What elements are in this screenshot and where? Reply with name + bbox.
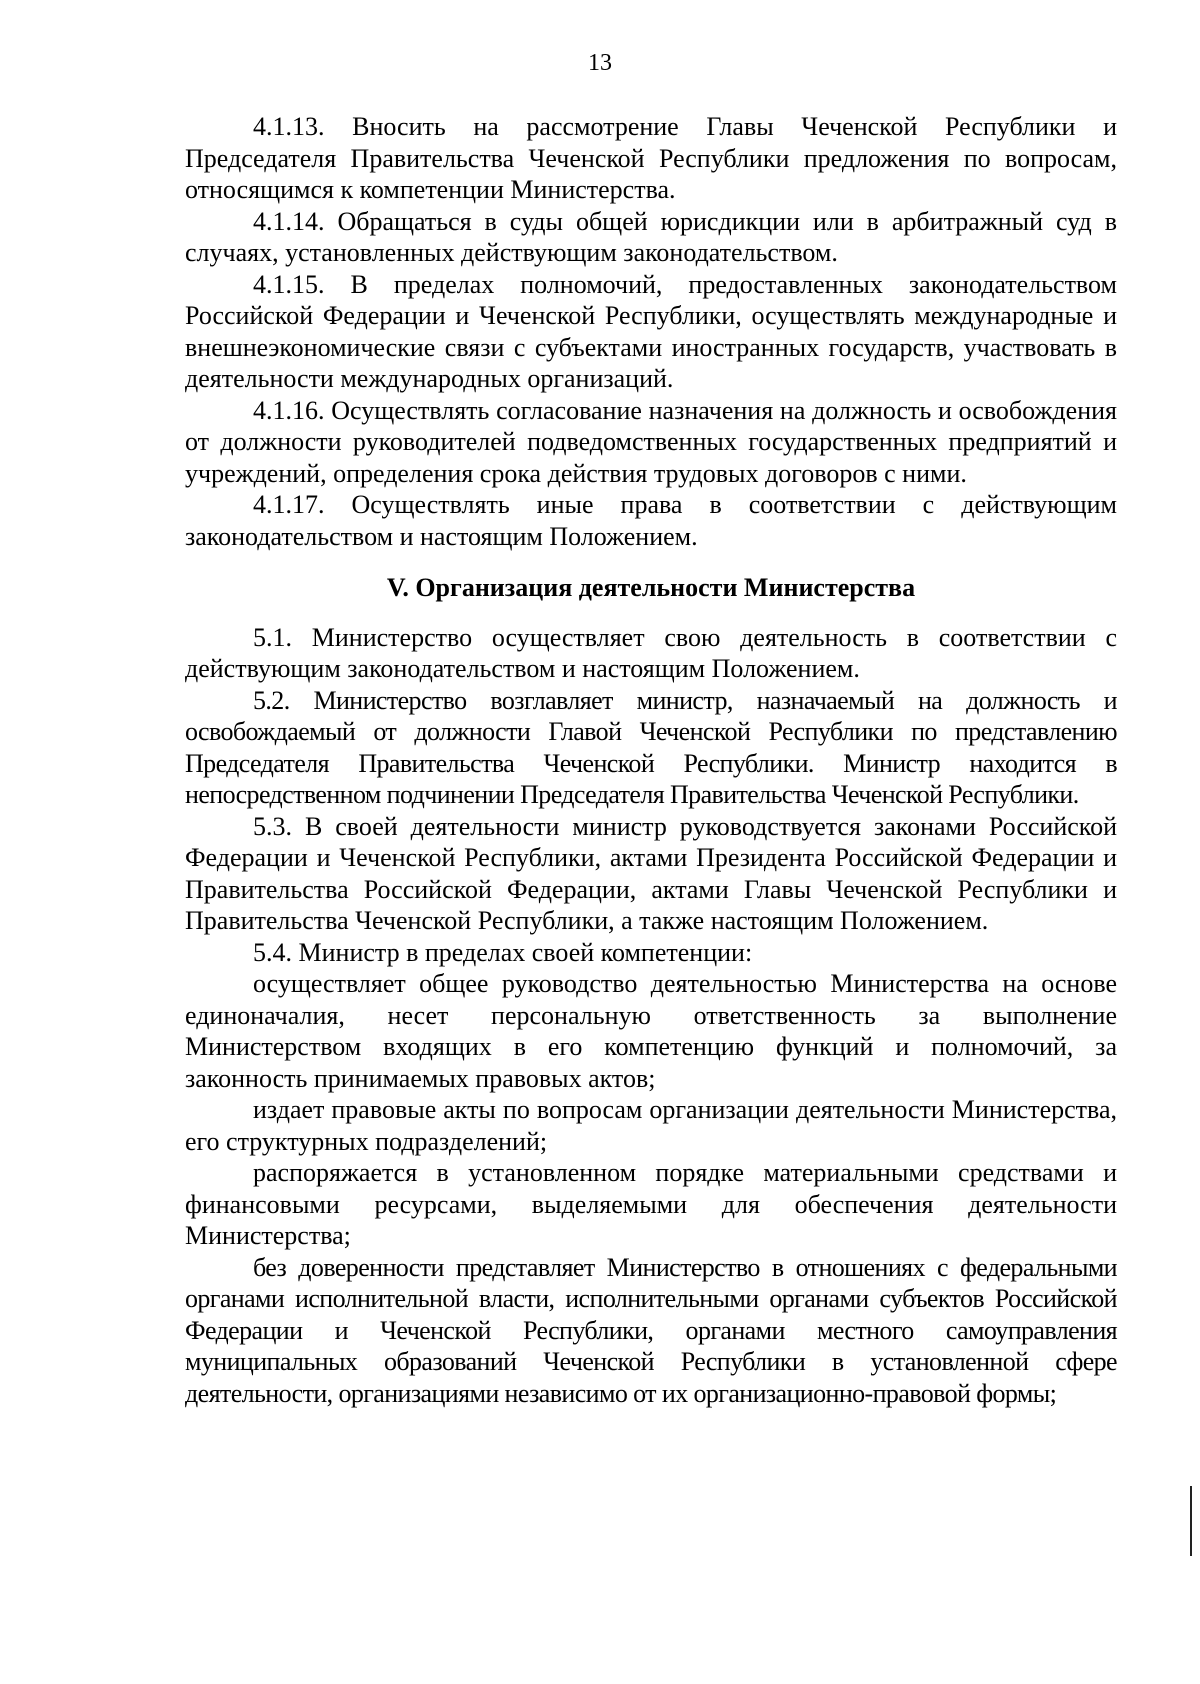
page-number: 13	[588, 50, 612, 76]
paragraph-general-management: осуществляет общее руководство деятельностью Министерства на основе единоначалия, несет персональную ответственность за выполнение Министерством входящих в его компетенцию функций и полномочий, за законность принимаемых правовых актов;	[185, 969, 1117, 1093]
paragraph-5-1: 5.1. Министерство осуществляет свою деятельность в соответствии с действующим законодательством и настоящим Положением.	[185, 622, 1117, 683]
paragraph-4-1-14: 4.1.14. Обращаться в суды общей юрисдикции или в арбитражный суд в случаях, установленных действующим законодательством.	[185, 206, 1117, 267]
scan-margin-mark	[1190, 1486, 1192, 1556]
paragraph-5-3: 5.3. В своей деятельности министр руководствуется законами Российской Федерации и Чеченской Республики, актами Президента Российской Федерации и Правительства Российской Федерации, актами Главы Чеченской Республики и Правительства Чеченской Республики, а также настоящим Положением.	[185, 811, 1117, 935]
paragraph-resources: распоряжается в установленном порядке материальными средствами и финансовыми ресурсами, выделяемыми для обеспечения деятельности Министерства;	[185, 1158, 1117, 1250]
paragraph-4-1-15: 4.1.15. В пределах полномочий, предоставленных законодательством Российской Федерации и Чеченской Республики, осуществлять международные и внешнеэкономические связи с субъектами иностранных государств, участвовать в деятельности международных организаций.	[185, 269, 1117, 393]
section-heading: V. Организация деятельности Министерства	[386, 573, 916, 602]
paragraph-legal-acts: издает правовые акты по вопросам организации деятельности Министерства, его структурных подразделений;	[185, 1095, 1117, 1156]
paragraph-4-1-13: 4.1.13. Вносить на рассмотрение Главы Чеченской Республики и Председателя Правительства Чеченской Республики предложения по вопросам, относящимся к компетенции Министерства.	[185, 112, 1117, 204]
paragraph-5-2: 5.2. Министерство возглавляет министр, назначаемый на должность и освобождаемый от должности Главой Чеченской Республики по представлению Председателя Правительства Чеченской Республики. Министр находится в непосредственном подчинении Председателя Правительства Чеченской Республики.	[185, 685, 1117, 809]
paragraph-representation: без доверенности представляет Министерство в отношениях с федеральными органами исполнительной власти, исполнительными органами субъектов Российской Федерации и Чеченской Республики, органами местного самоуправления муниципальных образований Чеченской Республики в установленной сфере деятельности, организациями независимо от их организационно-правовой формы;	[185, 1252, 1117, 1408]
paragraph-4-1-17: 4.1.17. Осуществлять иные права в соответствии с действующим законодательством и настоящим Положением.	[185, 490, 1117, 551]
paragraph-5-4: 5.4. Министр в пределах своей компетенции:	[253, 937, 753, 967]
paragraph-4-1-16: 4.1.16. Осуществлять согласование назначения на должность и освобождения от должности руководителей подведомственных государственных предприятий и учреждений, определения срока действия трудовых договоров с ними.	[185, 395, 1117, 488]
document-body	[185, 111, 1117, 1409]
